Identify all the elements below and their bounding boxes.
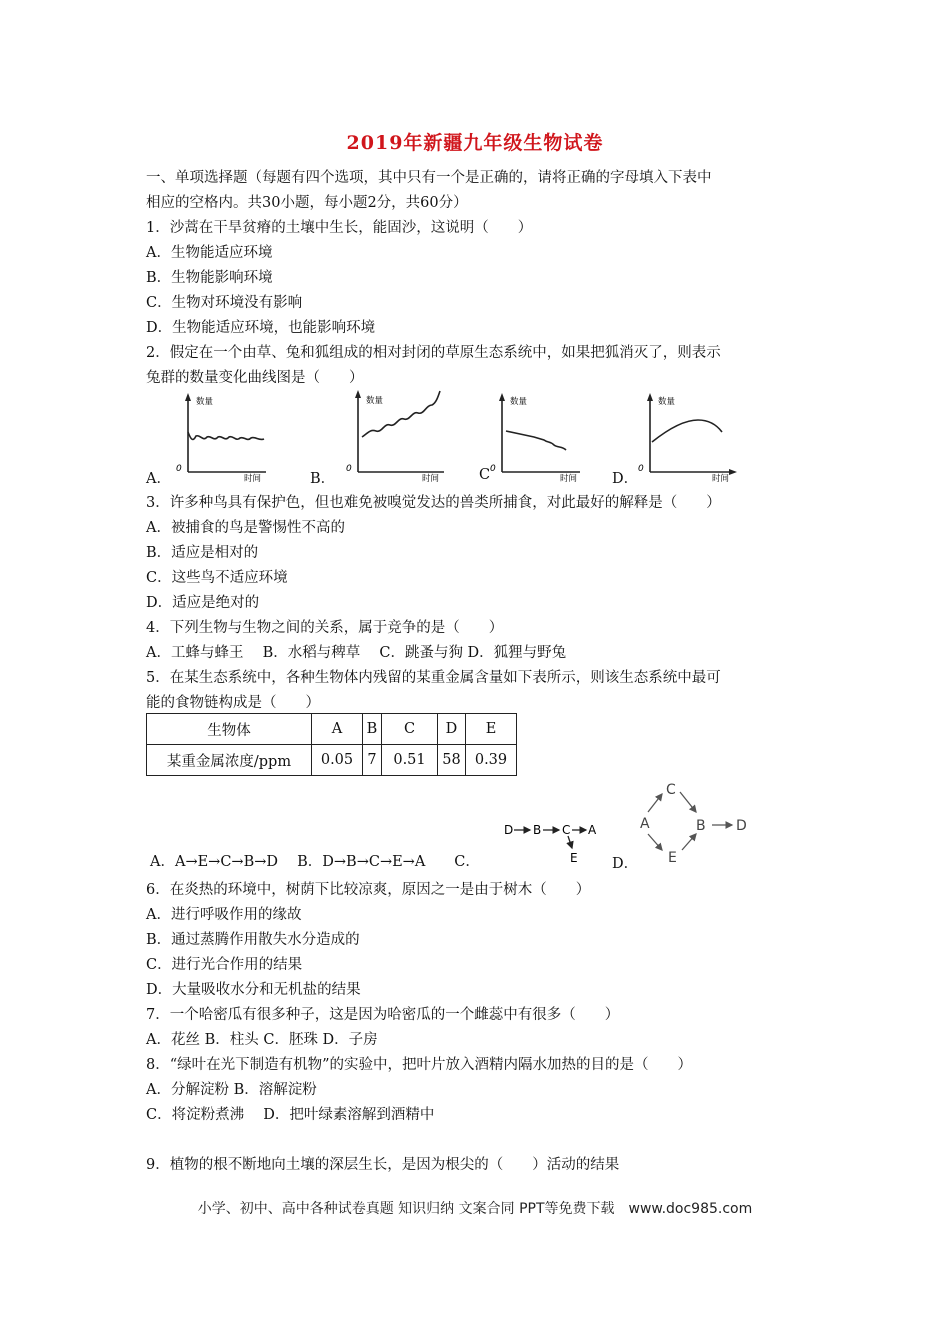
question-6-option-a: A．进行呼吸作用的缘故 [146,907,302,923]
question-6-option-b: B．通过蒸腾作用散失水分造成的 [146,932,360,948]
food-web-diagram-d [632,776,757,868]
arrow-c-to-b [680,792,696,812]
y-axis-label: 数量 [510,397,528,407]
node-d: D [736,818,747,834]
x-axis-label: 时间 [560,474,578,482]
question-8-options-cd: C．将淀粉煮沸 D．把叶绿素溶解到酒精中 [146,1107,435,1123]
node-b: B [533,823,542,837]
question-3-option-c: C．这些鸟不适应环境 [146,570,288,586]
table-header-cell: E [466,714,517,745]
x-axis-label: 时间 [422,474,440,482]
heavy-metal-table [146,713,517,776]
table-header-cell: D [438,714,466,745]
question-1-option-b: B．生物能影响环境 [146,270,273,286]
question-7-options: A．花丝 B．柱头 C．胚珠 D．子房 [146,1032,378,1048]
question-3-option-b: B．适应是相对的 [146,545,259,561]
origin-label: 0 [346,464,352,474]
page-title: 2019年新疆九年级生物试卷 [346,132,604,154]
question-5-line2: 能的食物链构成是（ ） [146,695,320,711]
food-chain-diagram-c [500,810,610,870]
table-row [147,745,517,776]
question-7: 7．一个哈密瓜有很多种子，这是因为哈密瓜的一个雌蕊中有很多（ ） [146,1007,620,1023]
y-axis-arrow [185,393,191,401]
question-9: 9．植物的根不断地向土壤的深层生长，是因为根尖的（ ）活动的结果 [146,1157,620,1173]
arrow-a-to-c [648,794,662,812]
question-8-options-ab: A．分解淀粉 B．溶解淀粉 [146,1082,317,1098]
y-axis-arrow [499,393,505,401]
y-axis-label: 数量 [658,397,676,407]
table-cell: 0.51 [382,745,438,776]
table-header-cell: B [363,714,382,745]
x-axis-arrow [729,469,737,475]
question-8: 8．“绿叶在光下制造有机物”的实验中，把叶片放入酒精内隔水加热的目的是（ ） [146,1057,693,1073]
question-1-option-d: D．生物能适应环境，也能影响环境 [146,320,376,336]
population-curve [652,420,722,442]
table-cell: 某重金属浓度/ppm [147,745,312,776]
question-5-option-d-label: D． [612,856,639,872]
question-6: 6．在炎热的环境中，树荫下比较凉爽，原因之一是由于树木（ ） [146,882,591,898]
table-cell: 0.05 [312,745,363,776]
population-chart-d [632,390,740,482]
question-1-option-a: A．生物能适应环境 [146,245,273,261]
table-cell: 0.39 [466,745,517,776]
node-c: C [666,782,676,798]
origin-label: 0 [490,464,496,474]
y-axis-label: 数量 [366,396,384,406]
question-3-option-a: A．被捕食的鸟是警惕性不高的 [146,520,345,536]
population-curve [506,431,566,450]
question-6-option-d: D．大量吸收水分和无机盐的结果 [146,982,361,998]
page-footer: 小学、初中、高中各种试卷真题 知识归纳 文案合同 PPT等免费下载 www.doc985.com [197,1201,753,1217]
node-e: E [668,850,677,866]
node-a: A [588,823,597,837]
question-3: 3．许多种鸟具有保护色，但也难免被嗅觉发达的兽类所捕食，对此最好的解释是（ ） [146,495,721,511]
table-cell: 58 [438,745,466,776]
table-header-cell: C [382,714,438,745]
question-2-line1: 2．假定在一个由草、兔和狐组成的相对封闭的草原生态系统中，如果把狐消灭了，则表示 [146,345,721,361]
origin-label: 0 [638,464,644,474]
y-axis-arrow [647,393,653,401]
population-chart-b [340,385,450,482]
question-1-option-c: C．生物对环境没有影响 [146,295,303,311]
arrow-c-to-e [568,836,572,848]
question-6-option-c: C．进行光合作用的结果 [146,957,303,973]
question-5-line1: 5．在某生态系统中，各种生物体内残留的某重金属含量如下表所示，则该生态系统中最可 [146,670,721,686]
arrow-e-to-b [682,834,696,850]
question-3-option-d: D．适应是绝对的 [146,595,260,611]
x-axis-label: 时间 [244,474,262,482]
population-chart-c [484,390,584,482]
origin-label: 0 [176,464,182,474]
y-axis-arrow [355,390,361,398]
table-row [147,714,517,745]
node-c: C [562,823,571,837]
question-4-options: A．工蜂与蜂王 B．水稻与稗草 C．跳蚤与狗 D．狐狸与野兔 [146,645,567,661]
table-cell: 7 [363,745,382,776]
table-header-cell: 生物体 [147,714,312,745]
arrow-a-to-e [648,834,662,850]
table-header-cell: A [312,714,363,745]
node-d: D [504,823,514,837]
population-curve [188,432,264,439]
y-axis-label: 数量 [196,397,214,407]
section-instructions-line1: 一、单项选择题（每题有四个选项，其中只有一个是正确的，请将正确的字母填入下表中 [146,170,712,186]
node-a: A [640,816,650,832]
x-axis-label: 时间 [712,474,730,482]
question-2-line2: 兔群的数量变化曲线图是（ ） [146,370,364,386]
chart-option-c-label: C [479,467,491,483]
chart-option-b-label: B． [310,471,336,487]
question-5-options: A．A→E→C→B→D B．D→B→C→E→A C． [150,854,480,870]
chart-option-d-label: D． [612,471,639,487]
chart-option-a-label: A． [146,471,171,487]
question-1: 1．沙蒿在干旱贫瘠的土壤中生长，能固沙，这说明（ ） [146,220,533,236]
population-chart-a [170,390,270,482]
node-b: B [696,818,706,834]
question-4: 4．下列生物与生物之间的关系，属于竞争的是（ ） [146,620,504,636]
node-e: E [570,851,578,865]
section-instructions-line2: 相应的空格内。共30小题，每小题2分，共60分） [146,195,468,211]
